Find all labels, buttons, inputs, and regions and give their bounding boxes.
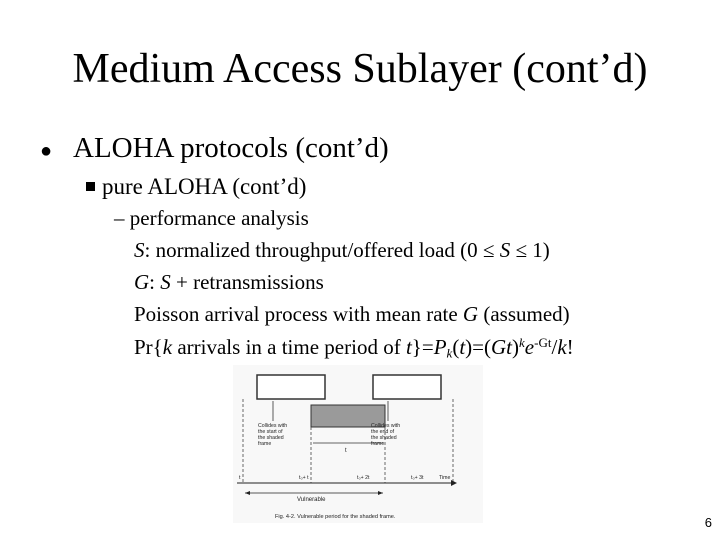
collide-start-label-3: the shaded xyxy=(258,435,284,441)
t-span-label: t xyxy=(345,448,347,454)
page-title: Medium Access Sublayer (cont’d) xyxy=(72,46,648,92)
t0-plus-3t-label: t₀+ 3t xyxy=(411,475,424,481)
bullet-pure-aloha-text: pure ALOHA (cont’d) xyxy=(102,174,307,199)
poisson-formula: Pr{k arrivals in a time period of $t\}=P_k(t)=(Gt)^ke^{-Gt}/k$! xyxy=(134,335,574,361)
poisson-assumption: Poisson arrival process with mean rate G (assumed) xyxy=(134,302,570,326)
collide-end-label-1: Collides with xyxy=(371,423,401,429)
throughput-definition: S: normalized throughput/offered load (0 ≤ S ≤ 1) xyxy=(134,238,550,262)
t0-label: t xyxy=(239,475,241,481)
collide-end-label-2: the end of xyxy=(371,429,395,435)
previous-frame-box xyxy=(257,375,325,399)
collide-end-label-3: the shaded xyxy=(371,435,397,441)
bullet-aloha-protocols-text: ALOHA protocols (cont’d) xyxy=(73,132,389,164)
collide-start-label-2: the start of xyxy=(258,429,283,435)
next-frame-box xyxy=(373,375,441,399)
offered-load-definition: G: S + retransmissions xyxy=(134,270,324,294)
collide-start-label-4: frame xyxy=(258,441,272,447)
time-axis-label: Time xyxy=(439,475,451,481)
collide-start-label-1: Collides with xyxy=(258,423,288,429)
vulnerable-period-figure xyxy=(233,365,483,523)
t0-plus-t-label: t₀+ t xyxy=(299,475,309,481)
round-bullet-icon: ● xyxy=(40,140,53,162)
t0-plus-2t-label: t₀+ 2t xyxy=(357,475,370,481)
collide-end-label-4: frame xyxy=(371,441,385,447)
page-number: 6 xyxy=(704,515,712,530)
square-bullet-icon xyxy=(86,182,95,191)
vulnerable-label: Vulnerable xyxy=(297,497,326,503)
figure-caption: Fig. 4-2. Vulnerable period for the shaded frame. xyxy=(275,514,396,520)
performance-analysis-item: – performance analysis xyxy=(114,206,309,230)
